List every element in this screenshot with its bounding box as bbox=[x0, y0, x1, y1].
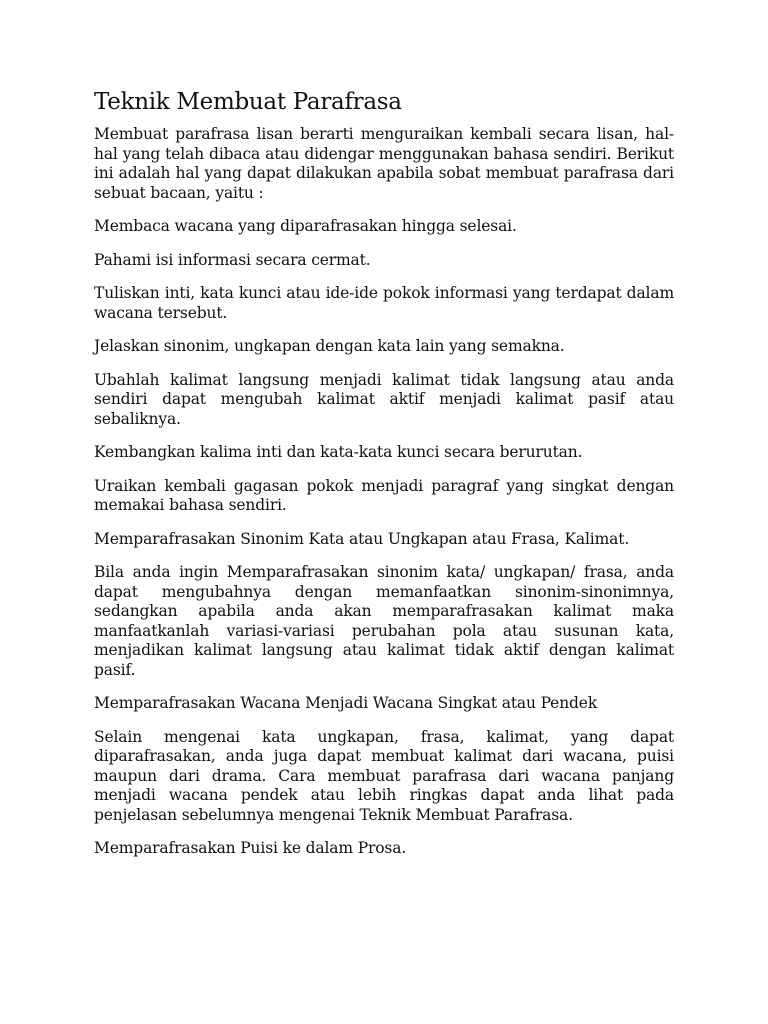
document-title: Teknik Membuat Parafrasa bbox=[94, 89, 402, 115]
paragraph-discourse-explanation: Selain mengenai kata ungkapan, frasa, kalimat, yang dapat diparafrasakan, anda juga dapat membuat kalimat dari wacana, puisi maupun dari drama. Cara membuat parafrasa dari wacana panjang menjadi wacana pendek atau lebih ringkas dapat anda lihat pada penjelasan sebelumnya mengenai Teknik Membuat Parafrasa. bbox=[94, 727, 674, 824]
paragraph-heading-poem: Memparafrasakan Puisi ke dalam Prosa. bbox=[94, 839, 407, 857]
paragraph-step-retell: Uraikan kembali gagasan pokok menjadi paragraf yang singkat dengan memakai bahasa sendiri. bbox=[94, 476, 674, 514]
document-page bbox=[94, 88, 674, 873]
paragraph-step-change-sentence: Ubahlah kalimat langsung menjadi kalimat tidak langsung atau anda sendiri dapat mengubah kalimat aktif menjadi kalimat pasif atau sebaliknya. bbox=[94, 370, 674, 428]
paragraph-intro: Membuat parafrasa lisan berarti menguraikan kembali secara lisan, hal-hal yang telah dibaca atau didengar menggunakan bahasa sendiri. Berikut ini adalah hal yang dapat dilakukan apabila sobat membuat parafrasa dari sebuat bacaan, yaitu : bbox=[94, 125, 674, 202]
paragraph-step-read: Membaca wacana yang diparafrasakan hingga selesai. bbox=[94, 217, 517, 235]
paragraph-step-develop: Kembangkan kalima inti dan kata-kata kunci secara berurutan. bbox=[94, 443, 583, 461]
paragraph-step-synonym: Jelaskan sinonim, ungkapan dengan kata lain yang semakna. bbox=[94, 337, 565, 355]
paragraph-step-keywords: Tuliskan inti, kata kunci atau ide-ide pokok informasi yang terdapat dalam wacana tersebut. bbox=[94, 284, 674, 322]
paragraph-heading-discourse: Memparafrasakan Wacana Menjadi Wacana Singkat atau Pendek bbox=[94, 694, 598, 712]
paragraph-step-understand: Pahami isi informasi secara cermat. bbox=[94, 250, 371, 269]
paragraph-synonym-explanation: Bila anda ingin Memparafrasakan sinonim kata/ ungkapan/ frasa, anda dapat mengubahnya dengan memanfaatkan sinonim-sinonimnya, sedangkan apabila anda akan memparafrasakan kalimat maka manfaatkanlah variasi-variasi perubahan pola atau susunan kata, menjadikan kalimat langsung atau kalimat tidak aktif dengan kalimat pasif. bbox=[94, 563, 674, 679]
paragraph-heading-synonym: Memparafrasakan Sinonim Kata atau Ungkapan atau Frasa, Kalimat. bbox=[94, 529, 630, 548]
